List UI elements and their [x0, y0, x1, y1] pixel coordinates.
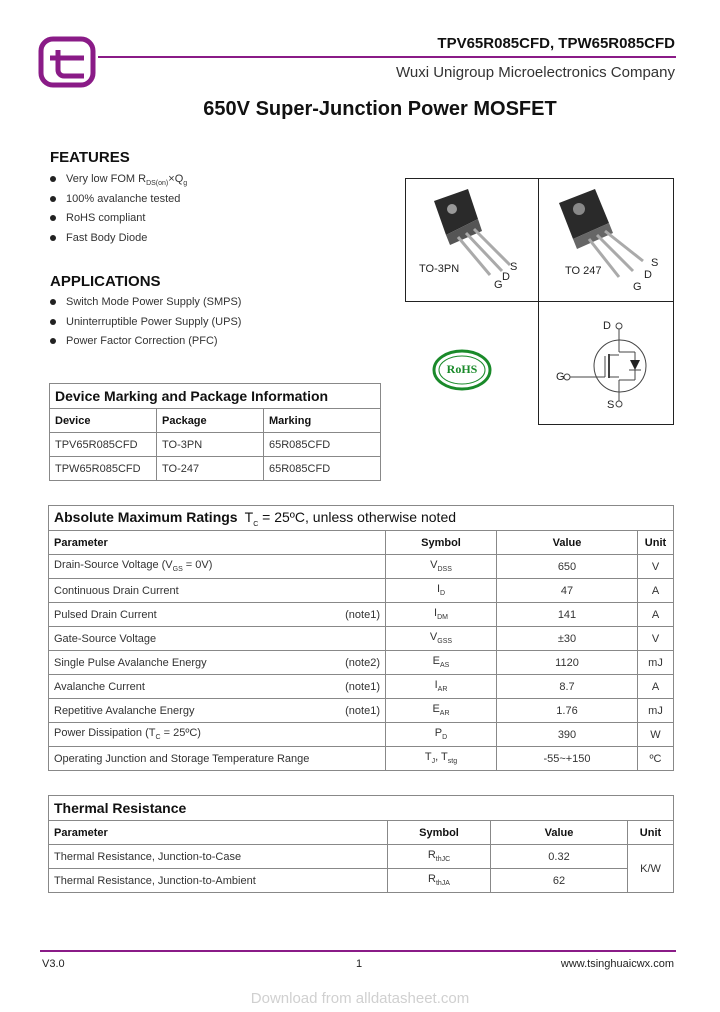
bullet-icon [50, 176, 56, 182]
value-cell: 141 [497, 603, 638, 627]
table-row [49, 555, 674, 579]
col-marking: Marking [264, 409, 381, 433]
feature-item: Very low FOM $R_{DS(on)}\times Q_g$ [50, 173, 187, 187]
param-cell: Gate-Source Voltage [49, 627, 386, 651]
application-item: Switch Mode Power Supply (SMPS) [50, 296, 241, 308]
symbol-cell: $I_D$ [386, 579, 497, 603]
value-cell: 1.76 [497, 699, 638, 723]
application-item: Power Factor Correction (PFC) [50, 335, 218, 347]
note-label: (note1) [345, 608, 380, 621]
part-numbers: TPV65R085CFD, TPW65R085CFD [437, 35, 675, 52]
schematic-g-label: G [556, 371, 565, 383]
param-cell: Drain-Source Voltage $(V_{GS} = 0V)$ [49, 555, 386, 579]
table-row [49, 627, 674, 651]
unit-cell: V [638, 627, 674, 651]
param-cell: Avalanche Current (note1) [49, 675, 386, 699]
watermark: Download from alldatasheet.com [250, 990, 470, 1007]
marking-table-title: Device Marking and Package Information [50, 384, 381, 409]
param-cell: Repetitive Avalanche Energy (note1) [49, 699, 386, 723]
value-cell: 390 [497, 723, 638, 747]
symbol-cell: $E_{AR}$ [386, 699, 497, 723]
bullet-icon [50, 299, 56, 305]
schematic-d-label: D [603, 320, 611, 332]
to3pn-package-image [406, 179, 539, 301]
table-row: TPW65R085CFD TO-247 65R085CFD [50, 457, 381, 481]
abs-max-condition: $T_C$ = 25ºC, unless otherwise noted [244, 508, 457, 528]
table-row [49, 699, 674, 723]
col-device: Device [50, 409, 157, 433]
param-cell: Continuous Drain Current [49, 579, 386, 603]
table-row [49, 723, 674, 747]
symbol-cell: $P_D$ [386, 723, 497, 747]
value-cell: 1120 [497, 651, 638, 675]
footer-url: www.tsinghuaicwx.com [560, 958, 674, 970]
abs-max-title-cell [49, 506, 674, 531]
to247-label: TO 247 [565, 265, 602, 277]
to3pn-label: TO-3PN [419, 263, 460, 275]
col-package: Package [157, 409, 264, 433]
thermal-unit: K/W [628, 845, 674, 893]
footer-page-number: 1 [356, 958, 363, 970]
rohs-badge [432, 349, 492, 391]
feature-item: RoHS compliant [50, 212, 145, 224]
pin-g-label: G [494, 279, 503, 291]
value-cell: -55~+150 [497, 747, 638, 771]
param-cell: Power Dissipation ($T_C$ = 25ºC) [49, 723, 386, 747]
bullet-icon [50, 338, 56, 344]
table-row [49, 579, 674, 603]
thermal-resistance-table: Thermal Resistance Parameter Symbol Value Unit Thermal Resistance, Junction-to-Case $R_{thJC}$ 0.32 K/W Thermal Resistance, Junction-to-Ambient $R_{thJA}$ 62 [48, 795, 674, 893]
note-label: (note2) [345, 656, 380, 669]
unit-cell: mJ [638, 699, 674, 723]
symbol-cell: $V_{DSS}$ [386, 555, 497, 579]
package-to3pn-box [405, 178, 539, 302]
footer-version: V3.0 [42, 958, 65, 970]
unit-cell: A [638, 579, 674, 603]
pin-d-label: D [644, 269, 652, 281]
application-item: Uninterruptible Power Supply (UPS) [50, 316, 241, 328]
page-title: 650V Super-Junction Power MOSFET [203, 98, 557, 120]
value-cell: ±30 [497, 627, 638, 651]
features-heading: FEATURES [50, 149, 130, 166]
rohs-text: RoHS [446, 362, 478, 376]
feature-item: 100% avalanche tested [50, 193, 180, 205]
unit-cell: W [638, 723, 674, 747]
pin-s-label: S [651, 257, 659, 269]
to247-package-image [539, 179, 673, 301]
unigroup-logo [38, 36, 96, 88]
param-cell: Single Pulse Avalanche Energy (note2) [49, 651, 386, 675]
pin-s-label: S [510, 261, 518, 273]
mosfet-schematic-box [538, 300, 674, 425]
table-row [49, 675, 674, 699]
param-cell: Operating Junction and Storage Temperature Range [49, 747, 386, 771]
note-label: (note1) [345, 680, 380, 693]
note-label: (note1) [345, 704, 380, 717]
package-to247-box [538, 178, 674, 302]
abs-max-title: Absolute Maximum Ratings [54, 508, 238, 525]
company-name: Wuxi Unigroup Microelectronics Company [396, 64, 675, 81]
unit-cell: V [638, 555, 674, 579]
table-row [49, 747, 674, 771]
pin-g-label: G [633, 281, 642, 293]
applications-heading: APPLICATIONS [50, 273, 161, 290]
symbol-cell: $T_J$, $T_{stg}$ [386, 747, 497, 771]
mosfet-symbol-icon [539, 300, 673, 424]
schematic-s-label: S [607, 399, 615, 411]
param-cell: Pulsed Drain Current (note1) [49, 603, 386, 627]
value-cell: 47 [497, 579, 638, 603]
symbol-cell: $E_{AS}$ [386, 651, 497, 675]
symbol-cell: $V_{GSS}$ [386, 627, 497, 651]
device-marking-table [49, 383, 381, 481]
header-divider [98, 56, 676, 58]
unit-cell: ºC [638, 747, 674, 771]
bullet-icon [50, 235, 56, 241]
footer-divider [40, 950, 676, 952]
thermal-title: Thermal Resistance [49, 796, 674, 821]
table-row: Thermal Resistance, Junction-to-Case $R_{thJC}$ 0.32 K/W [49, 845, 674, 869]
unit-cell: A [638, 603, 674, 627]
table-row: TPV65R085CFD TO-3PN 65R085CFD [50, 433, 381, 457]
symbol-cell: $I_{DM}$ [386, 603, 497, 627]
table-row [49, 603, 674, 627]
unit-cell: mJ [638, 651, 674, 675]
unit-cell: A [638, 675, 674, 699]
bullet-icon [50, 319, 56, 325]
symbol-cell: $I_{AR}$ [386, 675, 497, 699]
bullet-icon [50, 215, 56, 221]
value-cell: 650 [497, 555, 638, 579]
value-cell: 8.7 [497, 675, 638, 699]
feature-item: Fast Body Diode [50, 232, 147, 244]
table-row [49, 651, 674, 675]
pin-d-label: D [502, 271, 510, 283]
bullet-icon [50, 196, 56, 202]
absolute-max-ratings-table: Absolute Maximum Ratings $T_C$ = 25ºC, unless otherwise noted Parameter Symbol Value Unit Drain-Source Voltage $(V_{GS} = 0V)$ $V_{DSS}$ 650 V Continuous Drain Current $I_D$ 47 A Pulsed Drain Current (note1) $I_{DM}$ 141 A Gate-Source Voltage $V_{GSS}$ ±30 V Single Pulse Avalanche Energy (note2) $E_{AS}$ 1120 mJ Avalanche Current (note1) $I_{AR}$ 8.7 A Repetitive Avalanche Energy (note1) $E_{AR}$ 1.76 mJ Power Dissipation ($T_C$ = 25ºC) $P_D$ 390 W Operating Junction and Storage Temperature Range $T_J$, $T_{stg}$ -55~+150 ºC [48, 505, 674, 771]
table-row: Thermal Resistance, Junction-to-Ambient $R_{thJA}$ 62 [49, 869, 674, 893]
